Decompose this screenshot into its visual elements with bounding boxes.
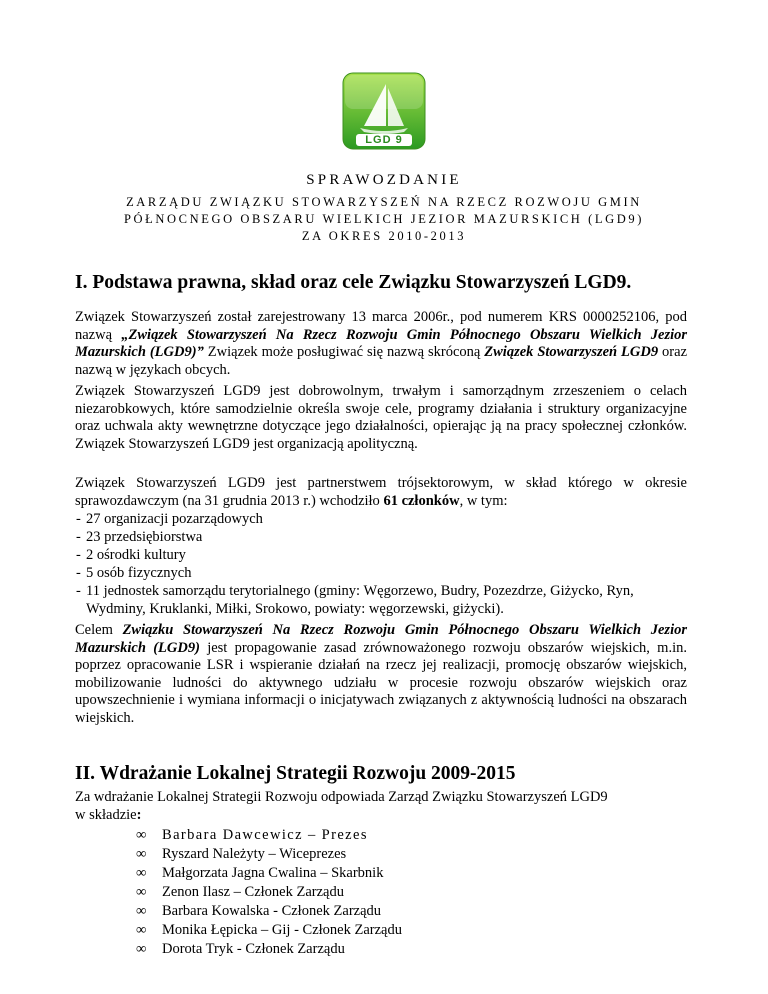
- board-member-text: Ryszard Należyty – Wiceprezes: [162, 846, 347, 862]
- dash-bullet: -: [76, 529, 81, 545]
- lgd9-logo-text: LGD 9: [365, 134, 403, 146]
- infinity-bullet-icon: ∞: [136, 903, 147, 919]
- report-subtitle-2: PÓŁNOCNEGO OBSZARU WIELKICH JEZIOR MAZURSKICH (LGD9): [123, 212, 645, 226]
- infinity-bullet-icon: ∞: [136, 827, 147, 843]
- report-title: SPRAWOZDANIE: [306, 172, 462, 188]
- section-2-heading: II. Wdrażanie Lokalnej Strategii Rozwoju 2009-2015: [75, 763, 516, 784]
- p1-full-name: „Związek Stowarzyszeń Na Rzecz Rozwoju Gmin Północnego Obszaru Wielkich Jezior Mazurskich (LGD9)”: [75, 326, 688, 361]
- p3-member-count: 61 członków: [383, 492, 460, 509]
- board-member-text: Zenon Ilasz – Członek Zarządu: [162, 884, 344, 900]
- intro-text-b: w składzie: [75, 807, 137, 823]
- p1-text-e: oraz nazwą w językach obcych.: [75, 344, 688, 378]
- list-item: [0, 565, 768, 583]
- lgd9-logo: [342, 72, 426, 150]
- list-item: [0, 511, 768, 529]
- section-2-intro-line-2: [75, 807, 141, 825]
- member-item-text: 5 osób fizycznych: [86, 565, 192, 581]
- dash-bullet: -: [76, 565, 81, 581]
- p4-text-a: Celem: [75, 622, 123, 638]
- member-item-text: 2 ośrodki kultury: [86, 547, 186, 563]
- list-item: [0, 583, 768, 619]
- section-1-paragraph-1: [75, 309, 687, 379]
- board-member-text: Barbara Dawcewicz – Prezes: [162, 827, 368, 843]
- section-2-intro-line-1: Za wdrażanie Lokalnej Strategii Rozwoju odpowiada Zarząd Związku Stowarzyszeń LGD9: [75, 789, 608, 805]
- infinity-bullet-icon: ∞: [136, 922, 147, 938]
- infinity-bullet-icon: ∞: [136, 941, 147, 957]
- board-list: [0, 826, 768, 966]
- p1-text-a: Związek Stowarzyszeń został zarejestrowany 13 marca 2006r., pod numerem KRS 0000252106, pod nazwą: [75, 309, 687, 343]
- report-subtitle-3: ZA OKRES 2010-2013: [301, 229, 467, 243]
- dash-bullet: -: [76, 511, 81, 527]
- section-1-paragraph-4: [75, 622, 687, 728]
- report-subtitle-1: ZARZĄDU ZWIĄZKU STOWARZYSZEŃ NA RZECZ ROZWOJU GMIN: [126, 195, 642, 209]
- intro-colon: :: [136, 807, 142, 823]
- member-item-text: 27 organizacji pozarządowych: [86, 511, 263, 527]
- board-member-text: Monika Łępicka – Gij - Członek Zarządu: [162, 922, 402, 938]
- member-item-text: 11 jednostek samorządu terytorialnego (gminy: Węgorzewo, Budry, Pozezdrze, Giżycko, Ryn, Wydminy, Kruklanki, Miłki, Srokowo, powiaty: węgorzewski, giżycki).: [86, 583, 634, 617]
- p1-text-c: Związek może posługiwać się nazwą skróconą: [203, 344, 485, 361]
- dash-bullet: -: [76, 547, 81, 563]
- list-item: [0, 529, 768, 547]
- p4-full-name: Związku Stowarzyszeń Na Rzecz Rozwoju Gmin Północnego Obszaru Wielkich Jezior Mazurskich (LGD9): [75, 622, 687, 656]
- member-item-text: 23 przedsiębiorstwa: [86, 529, 203, 545]
- infinity-bullet-icon: ∞: [136, 884, 147, 900]
- section-1-heading: I. Podstawa prawna, skład oraz cele Związku Stowarzyszeń LGD9.: [75, 272, 632, 293]
- p3-text-c: , w tym:: [459, 492, 508, 509]
- infinity-bullet-icon: ∞: [136, 846, 147, 862]
- p3-text-a: Związek Stowarzyszeń LGD9 jest partnerstwem trójsektorowym, w skład którego w okresie sprawozdawczym (na 31 grudnia 2013 r.) wchodziło: [75, 475, 687, 509]
- board-member-text: Barbara Kowalska - Członek Zarządu: [162, 903, 382, 919]
- section-1-paragraph-3: [75, 475, 687, 510]
- p1-short-name: Związek Stowarzyszeń LGD9: [484, 344, 659, 361]
- dash-bullet: -: [76, 583, 81, 599]
- p4-text-c: jest propagowanie zasad zrównoważonego rozwoju obszarów wiejskich, m.in. poprzez opracowanie LSR i wspieranie działań na rzecz jej realizacji, promocję obszarów wiejskich, mobilizowanie ludności do aktywnego udziału w procesie rozwoju obszarów wiejskich oraz upowszechnienie i wymiana informacji o inicjatywach związanych z aktywnością ludności na obszarach wiejskich.: [75, 639, 687, 726]
- list-item: [0, 547, 768, 565]
- members-list: [0, 511, 768, 617]
- board-member-text: Dorota Tryk - Członek Zarządu: [162, 941, 345, 957]
- board-member-text: Małgorzata Jagna Cwalina – Skarbnik: [162, 865, 384, 881]
- infinity-bullet-icon: ∞: [136, 865, 147, 881]
- section-1-paragraph-2: Związek Stowarzyszeń LGD9 jest dobrowolnym, trwałym i samorządnym zrzeszeniem o celach niezarobkowych, które samodzielnie określa swoje cele, programy działania i struktury organizacyjne oraz uchwala akty wewnętrzne dotyczące jego działalności, opierając ją na pracy społecznej członków. Związek Stowarzyszeń LGD9 jest organizacją apolityczną.: [75, 383, 687, 452]
